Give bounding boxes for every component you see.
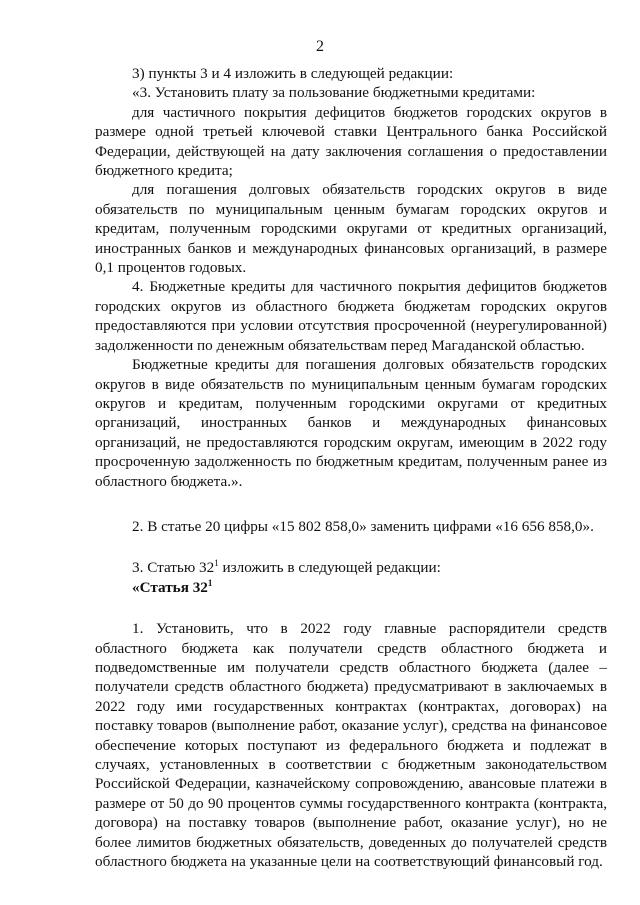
spacer xyxy=(95,536,607,558)
paragraph-article-32-intro xyxy=(95,558,607,577)
article-32-heading-text: «Статья 32 xyxy=(132,578,208,596)
paragraph-debt-repayment: для погашения долговых обязательств городских округов в виде обязательств по муниципальным ценным бумагам городских округов и кредитам, полученным городскими округами от кредитных организаций, иностранных банков и международных финансовых организаций, в размере 0,1 процентов годовых. xyxy=(95,181,607,277)
article-32-intro-text: 3. Статью 32 xyxy=(132,559,215,577)
document-body xyxy=(95,64,607,871)
page-number: 2 xyxy=(316,38,324,55)
paragraph-credit-restriction: Бюджетные кредиты для погашения долговых обязательств городских округов в виде обязательств по муниципальным ценным бумагам городских округов и кредитам, полученным городскими округами от кредитных организаций, иностранных банков и международных финансовых организаций, не предоставляются городским округам, имеющим в 2022 году просроченную задолженность по бюджетным кредитам, полученным ранее из областного бюджета.». xyxy=(95,356,607,490)
paragraph-article-20-amendment: 2. В статье 20 цифры «15 802 858,0» заменить цифрами «16 656 858,0». xyxy=(132,517,594,535)
article-32-intro-rest: изложить в следующей редакции: xyxy=(218,559,441,577)
paragraph-item-3-heading: «3. Установить плату за пользование бюджетными кредитами: xyxy=(132,84,536,102)
article-32-heading-superscript: 1 xyxy=(207,577,213,588)
paragraph-item-4: 4. Бюджетные кредиты для частичного покрытия дефицитов бюджетов городских округов из областного бюджета бюджетам городских округов предоставляются при условии отсутствия просроченной (неурегулированной) задолженности по денежным обязательствам перед Магаданской областью. xyxy=(95,278,607,354)
paragraph-amendment-intro: 3) пункты 3 и 4 изложить в следующей редакции: xyxy=(132,65,454,82)
paragraph-deficit-coverage: для частичного покрытия дефицитов бюджетов городских округов в размере одной третьей ключевой ставки Центрального банка Российской Федерации, действующей на дату заключения соглашения о предоставлении бюджетного кредита; xyxy=(95,103,607,180)
article-32-intro-superscript: 1 xyxy=(214,558,219,569)
spacer xyxy=(95,491,607,517)
paragraph-advance-payments: 1. Установить, что в 2022 году главные распорядители средств областного бюджета как получатели средств областного бюджета и подведомственные им получатели средств областного бюджета (далее – получатели средств областного бюджета) предусматривают в заключаемых в 2022 году ими государственных контрактах (контрактах, договорах) на поставку товаров (выполнение работ, оказание услуг), средства на финансовое обеспечение которых поступают из федерального бюджета и подлежат в случаях, установленных в соответствии с бюджетным законодательством Российской Федерации, казначейскому сопровождению, авансовые платежи в размере от 50 до 90 процентов суммы государственного контракта (контракта, договора) на поставку товаров (выполнение работ, оказание услуг), но не более лимитов бюджетных обязательств, доведенных до получателей средств областного бюджета на указанные цели на соответствующий финансовый год. xyxy=(95,620,607,871)
spacer xyxy=(95,597,607,619)
article-32-heading xyxy=(95,578,607,597)
